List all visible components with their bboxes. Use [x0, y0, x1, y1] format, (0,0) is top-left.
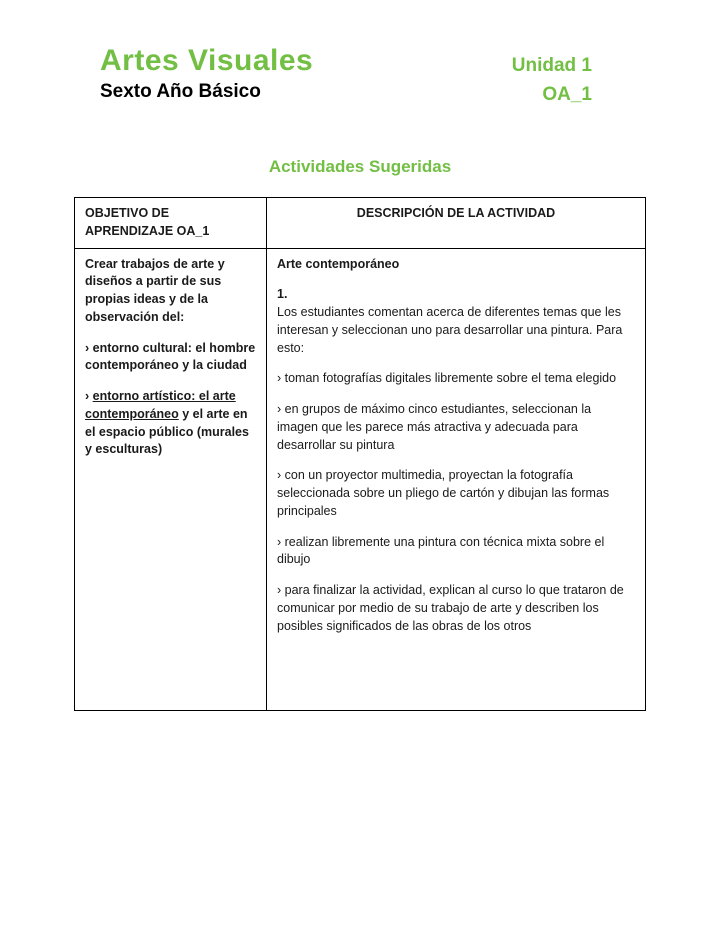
- bullet-rest-text: y el arte en el espacio público (murales y esculturas): [85, 406, 249, 457]
- unit-label: Unidad 1: [511, 55, 592, 76]
- activities-table-head: [75, 198, 646, 249]
- doc-title: Artes Visuales: [100, 44, 314, 77]
- activity-bullet: › toman fotografías digitales libremente sobre el tema elegido: [277, 371, 617, 386]
- activities-table-body: [75, 248, 646, 710]
- activity-heading: Arte contemporáneo: [277, 256, 400, 271]
- header-unit-block: [512, 44, 592, 109]
- oa-label: OA_1: [542, 83, 592, 105]
- description-cell: [267, 248, 646, 710]
- doc-subtitle: Sexto Año Básico: [100, 81, 261, 102]
- document-header: [0, 0, 720, 109]
- objective-bullet: [85, 388, 256, 459]
- objective-bullet: › entorno cultural: el hombre contemporáneo y la ciudad: [85, 340, 256, 373]
- objective-cell: [75, 248, 267, 710]
- activity-bullet: › para finalizar la actividad, explican al curso lo que trataron de comunicar por medio de su trabajo de arte y describen los posibles significados de las obras de los otros: [277, 583, 624, 633]
- bullet-underlined-text: entorno artístico: el arte contemporáneo: [85, 389, 236, 421]
- column-header-objective: OBJETIVO DE APRENDIZAJE OA_1: [75, 198, 267, 249]
- step-number: 1.: [277, 287, 288, 302]
- bullet-prefix: ›: [85, 389, 93, 403]
- step-intro: Los estudiantes comentan acerca de diferentes temas que les interesan y seleccionan uno para desarrollar una pintura. Para esto:: [277, 305, 623, 355]
- column-header-description: DESCRIPCIÓN DE LA ACTIVIDAD: [267, 198, 646, 249]
- page-title: Actividades Sugeridas: [268, 157, 452, 176]
- header-title-block: [100, 44, 313, 103]
- objective-intro: Crear trabajos de arte y diseños a partir de sus propias ideas y de la observación del:: [85, 256, 225, 324]
- activity-bullet: › realizan libremente una pintura con técnica mixta sobre el dibujo: [277, 534, 605, 567]
- activity-step: [277, 286, 635, 357]
- activity-bullet: › en grupos de máximo cinco estudiantes, seleccionan la imagen que les parece más atractiva y adecuada para desarrollar su pintura: [277, 402, 592, 452]
- table-header-row: [75, 198, 646, 249]
- activity-bullet: › con un proyector multimedia, proyectan la fotografía seleccionada sobre un pliego de cartón y dibujan las formas principales: [277, 468, 610, 518]
- activities-table: [74, 197, 646, 711]
- table-row: [75, 248, 646, 710]
